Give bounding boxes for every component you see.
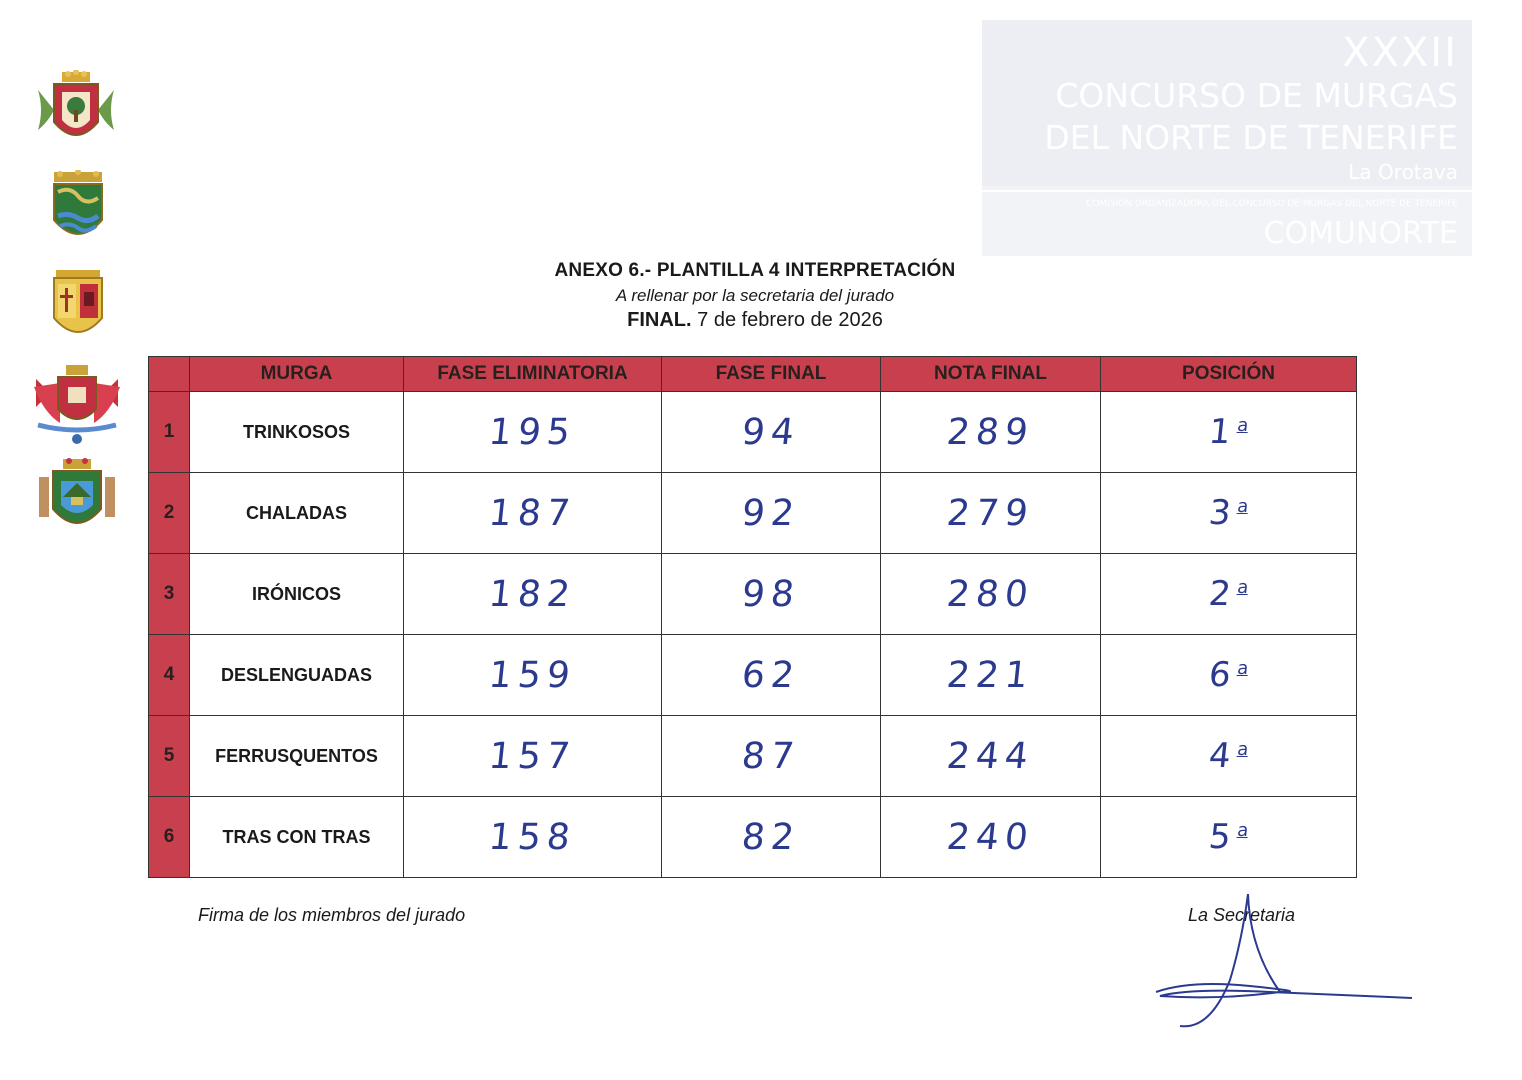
- row-number: 2: [149, 473, 190, 554]
- municipal-crest-3: [50, 268, 106, 342]
- table-row: [149, 554, 1357, 635]
- watermark-town: La Orotava: [1348, 160, 1458, 184]
- position-value: 4$^a$: [1101, 716, 1357, 797]
- watermark-region: DEL NORTE DE TENERIFE: [1044, 118, 1458, 157]
- murga-name: DESLENGUADAS: [190, 635, 404, 716]
- position-value: 5$^a$: [1101, 797, 1357, 878]
- murga-name: IRÓNICOS: [190, 554, 404, 635]
- phase-label: FINAL.: [627, 309, 692, 331]
- column-header-fase-eliminatoria: FASE ELIMINATORIA: [404, 357, 662, 392]
- municipal-crest-5: [33, 457, 121, 535]
- column-header-nota-final: NOTA FINAL: [881, 357, 1101, 392]
- nota-final-score: 289: [881, 392, 1101, 473]
- table-row: [149, 635, 1357, 716]
- table-row: [149, 392, 1357, 473]
- watermark-contest: CONCURSO DE MURGAS: [1055, 76, 1458, 115]
- document-phase-date: [450, 309, 1060, 332]
- fase-final-score: 87: [662, 716, 881, 797]
- jury-signature-label: Firma de los miembros del jurado: [198, 905, 466, 925]
- nota-final-score: 221: [881, 635, 1101, 716]
- document-title: ANEXO 6.- PLANTILLA 4 INTERPRETACIÓN: [554, 260, 956, 281]
- murga-name: TRINKOSOS: [190, 392, 404, 473]
- watermark-divider: [982, 190, 1472, 192]
- fase-final-score: 82: [662, 797, 881, 878]
- document-subtitle: A rellenar por la secretaria del jurado: [615, 286, 895, 305]
- position-value: 2$^a$: [1101, 554, 1357, 635]
- fase-eliminatoria-score: 187: [404, 473, 662, 554]
- row-number: 6: [149, 797, 190, 878]
- nota-final-score: 240: [881, 797, 1101, 878]
- position-value: 6$^a$: [1101, 635, 1357, 716]
- fase-final-score: 94: [662, 392, 881, 473]
- fase-eliminatoria-score: 158: [404, 797, 662, 878]
- position-value: 1$^a$: [1101, 392, 1357, 473]
- fase-eliminatoria-score: 159: [404, 635, 662, 716]
- murga-name: TRAS CON TRAS: [190, 797, 404, 878]
- murga-name: FERRUSQUENTOS: [190, 716, 404, 797]
- watermark-brand: COMUNORTE: [1263, 216, 1458, 251]
- fase-final-score: 62: [662, 635, 881, 716]
- fase-eliminatoria-score: 157: [404, 716, 662, 797]
- municipal-crest-2: [50, 170, 106, 244]
- fase-final-score: 98: [662, 554, 881, 635]
- nota-final-score: 280: [881, 554, 1101, 635]
- row-number: 4: [149, 635, 190, 716]
- secretary-label: La Secretaria: [1188, 905, 1296, 925]
- municipal-crest-4: [30, 363, 124, 447]
- position-value: 3$^a$: [1101, 473, 1357, 554]
- municipal-crest-1: [34, 70, 118, 150]
- event-date: 7 de febrero de 2026: [697, 309, 883, 331]
- watermark-edition: XXXII: [1342, 30, 1458, 76]
- nota-final-score: 244: [881, 716, 1101, 797]
- table-row: [149, 716, 1357, 797]
- column-header-index: [149, 357, 190, 392]
- table-row: [149, 797, 1357, 878]
- column-header-posicion: POSICIÓN: [1101, 357, 1357, 392]
- table-row: [149, 473, 1357, 554]
- fase-eliminatoria-score: 195: [404, 392, 662, 473]
- results-table: [148, 356, 1357, 878]
- column-header-murga: MURGA: [190, 357, 404, 392]
- event-watermark: [982, 20, 1472, 256]
- fase-eliminatoria-score: 182: [404, 554, 662, 635]
- watermark-organizer: COMISIÓN ORGANIZADORA DEL CONCURSO DE MURGAS DEL NORTE DE TENERIFE: [1086, 199, 1458, 209]
- row-number: 1: [149, 392, 190, 473]
- table-header-row: [149, 357, 1357, 392]
- column-header-fase-final: FASE FINAL: [662, 357, 881, 392]
- nota-final-score: 279: [881, 473, 1101, 554]
- fase-final-score: 92: [662, 473, 881, 554]
- row-number: 3: [149, 554, 190, 635]
- murga-name: CHALADAS: [190, 473, 404, 554]
- secretary-signature: [1150, 880, 1420, 1045]
- row-number: 5: [149, 716, 190, 797]
